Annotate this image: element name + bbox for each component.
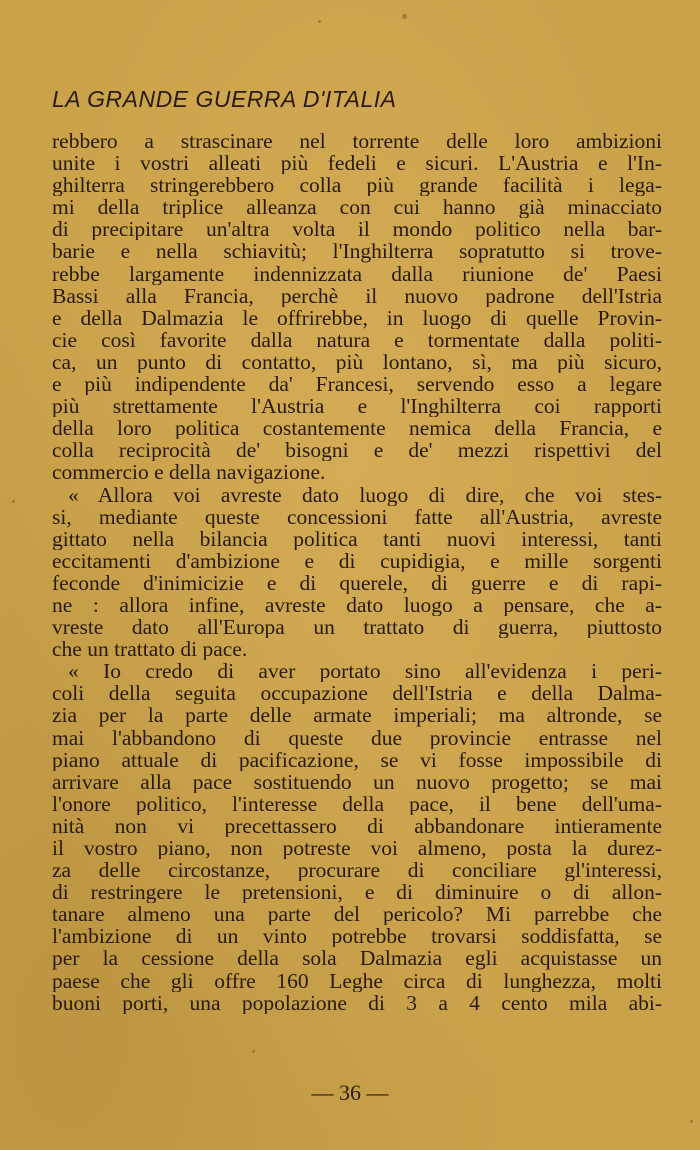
text-line: buoni porti, una popolazione di 3 a 4 cento mila abi- bbox=[52, 991, 662, 1014]
paper-speck bbox=[12, 500, 15, 503]
body-text bbox=[52, 130, 662, 1014]
text-line: di restringere le pretensioni, e di diminuire o di allon- bbox=[52, 881, 662, 904]
text-line: che un trattato di pace. bbox=[52, 638, 248, 661]
text-line: cie così favorite dalla natura e tormentate dalla politi- bbox=[52, 328, 662, 351]
text-line: coli della seguita occupazione dell'Istria e della Dalma- bbox=[52, 682, 662, 705]
text-line: feconde d'inimicizie e di querele, di guerre e di rapi- bbox=[52, 571, 662, 594]
text-line: nità non vi precettassero di abbandonare intieramente bbox=[52, 814, 662, 837]
text-line: della loro politica costantemente nemica della Francia, e bbox=[52, 417, 662, 440]
text-line: l'ambizione di un vinto potrebbe trovarsi soddisfatta, se bbox=[52, 925, 662, 948]
text-line: rebbero a strascinare nel torrente delle loro ambizioni bbox=[52, 130, 662, 153]
paper-speck bbox=[252, 1050, 255, 1053]
paper-speck bbox=[318, 20, 321, 23]
text-line: di precipitare un'altra volta il mondo politico nella bar- bbox=[52, 218, 662, 241]
text-line: l'onore politico, l'interesse della pace, il bene dell'uma- bbox=[52, 792, 662, 815]
text-line: barie e nella schiavitù; l'Inghilterra sopratutto si trove- bbox=[52, 240, 662, 263]
paper-speck bbox=[402, 14, 407, 19]
text-line: Bassi alla Francia, perchè il nuovo padrone dell'Istria bbox=[52, 284, 662, 307]
text-line: rebbe largamente indennizzata dalla riunione de' Paesi bbox=[52, 262, 662, 285]
text-line: eccitamenti d'ambizione e di cupidigia, e mille sorgenti bbox=[52, 549, 662, 572]
text-line: ne : allora infine, avreste dato luogo a pensare, che a- bbox=[52, 593, 662, 617]
running-head: LA GRANDE GUERRA D'ITALIA bbox=[52, 86, 397, 112]
paper-speck bbox=[690, 1120, 693, 1123]
text-line: zia per la parte delle armate imperiali; ma altronde, se bbox=[52, 704, 662, 727]
text-line: « Allora voi avreste dato luogo di dire, che voi stes- bbox=[68, 483, 662, 506]
text-line: si, mediante queste concessioni fatte all'Austria, avreste bbox=[52, 505, 662, 528]
text-line: colla reciprocità de' bisogni e de' mezzi rispettivi del bbox=[52, 439, 662, 462]
text-line: più strettamente l'Austria e l'Inghilterra coi rapporti bbox=[52, 395, 662, 418]
text-line: per la cessione della sola Dalmazia egli acquistasse un bbox=[52, 947, 662, 970]
text-line: unite i vostri alleati più fedeli e sicuri. L'Austria e l'In- bbox=[52, 152, 662, 175]
text-line: tanare almeno una parte del pericolo? Mi parrebbe che bbox=[52, 903, 662, 926]
text-line: ca, un punto di contatto, più lontano, sì, ma più sicuro, bbox=[52, 350, 662, 374]
text-line: piano attuale di pacificazione, se vi fosse impossibile di bbox=[52, 748, 662, 771]
text-line: za delle circostanze, procurare di conciliare gl'interessi, bbox=[52, 859, 662, 882]
text-line: gittato nella bilancia politica tanti nuovi interessi, tanti bbox=[52, 527, 662, 550]
text-line: ghilterra stringerebbero colla più grande facilità i lega- bbox=[52, 174, 662, 197]
text-line: arrivare alla pace sostituendo un nuovo progetto; se mai bbox=[52, 770, 662, 793]
text-line: vreste dato all'Europa un trattato di guerra, piuttosto bbox=[52, 616, 662, 639]
text-line: mai l'abbandono di queste due provincie entrasse nel bbox=[52, 726, 662, 749]
text-line: « Io credo di aver portato sino all'evidenza i peri- bbox=[68, 660, 662, 683]
text-line: commercio e della navigazione. bbox=[52, 461, 326, 484]
text-line: e della Dalmazia le offrirebbe, in luogo di quelle Provin- bbox=[52, 306, 662, 329]
text-line: mi della triplice alleanza con cui hanno già minacciato bbox=[52, 196, 662, 219]
text-line: e più indipendente da' Francesi, servendo esso a legare bbox=[52, 373, 662, 396]
text-line: il vostro piano, non potreste voi almeno, posta la durez- bbox=[52, 837, 662, 860]
page-number: — 36 — bbox=[311, 1080, 389, 1105]
text-line: paese che gli offre 160 Leghe circa di lunghezza, molti bbox=[52, 969, 662, 992]
